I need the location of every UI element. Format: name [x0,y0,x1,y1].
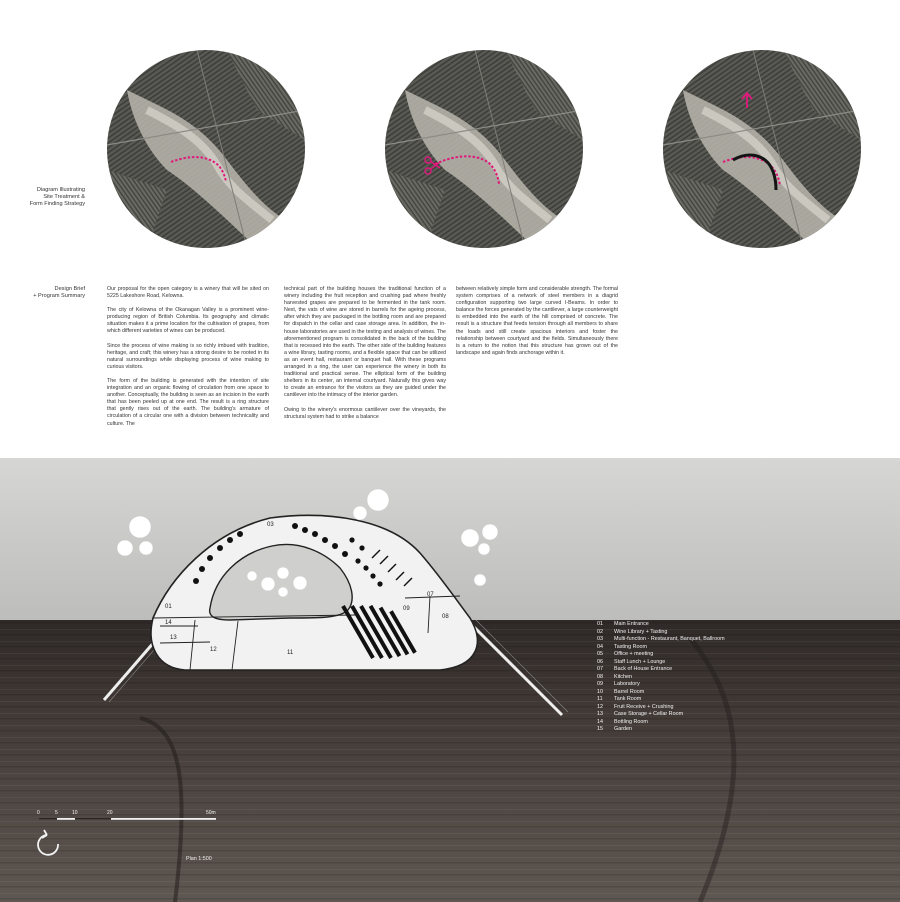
legend-item [597,621,725,629]
legend-label: Multi-function - Restaurant, Banquet, Ballroom [614,636,725,642]
legend-label: Laboratory [614,681,640,687]
legend-num: 12 [597,703,603,710]
brief-column-3 [456,286,618,364]
legend-item [597,659,725,667]
diagram-label-line: Form Finding Strategy [29,201,85,208]
room-number: 07 [427,592,434,598]
legend-label: Back of House Entrance [614,666,673,672]
brief-column-1 [107,286,269,435]
legend-item [597,711,725,719]
paragraph: between relatively simple form and considerable strength. The formal system comprises of a network of steel members in a diagrid configuration supporting two large curved I-Beams. In order to balance the forces generated by the cantilever, a large counterweight is embedded into the earth of the hill comprised of concrete. The result is a structure that feeds tension through all members to share the loads and still create spacious interiors and foster the relationship between courtyard and the fields. Simultaneously there is a return to the notion that this structure has grown out of the landscape and again finds anchorage within it. [456,286,618,356]
legend-item [597,629,725,637]
legend-num: 07 [597,666,603,672]
paragraph: technical part of the building houses the traditional function of a winery including the fruit reception and crushing pad where freshly harvested grapes are prepared to be fermented in the tank room. Next, the vats of wine are stored in barrels for the ageing process, after which they are packaged in the bottling room and are prepared for dispatch in the cellar and case storage area. In addition, the in-house laboratories are used in the testing and analysis of wines. The aforementioned program is consolidated in the back of the building that is recessed into the earth. The other side of the building features a wine library, tasting rooms, and a flexible space that can be utilized as an event hall, restaurant or banquet hall. With these programs arranged in a ring, the user can experience the winery in both its traditional and practical sense. The elliptical form of the building shelters in its center, an internal courtyard. Naturally this gives way to create an entrance for the visitors as they are guided under the cantilever into the intimacy of the interior garden. [284,286,446,399]
legend-item [597,681,725,689]
aerial-diagram-1 [107,50,305,248]
room-legend [597,621,725,734]
legend-label: Tasting Room [614,643,647,650]
scale-bar [39,818,216,820]
legend-label: Office + meeting [614,651,654,657]
legend-item [597,719,725,727]
room-number: 09 [403,606,410,612]
brief-side-label [0,286,85,300]
paragraph: Since the process of wine making is so richly imbued with tradition, heritage, and craft; this winery has a strong desire to be rooted in its natural surroundings while displaying process of wine making to curious visitors. [107,342,269,370]
legend-num: 10 [597,688,603,695]
legend-item [597,674,725,682]
aerial-photo-3 [663,50,861,248]
aerial-photo-2 [385,50,583,248]
room-number: 08 [442,614,449,620]
legend-item [597,651,725,659]
legend-label: Main Entrance [614,621,649,627]
scale-tick-20: 20 [107,810,113,816]
scale-tick-0: 0 [37,810,40,816]
legend-num: 06 [597,658,603,665]
legend-item [597,696,725,704]
legend-num: 09 [597,681,603,687]
legend-item [597,726,725,734]
scale-tick-50: 50m [206,810,216,816]
legend-label: Wine Library + Tasting [614,628,668,635]
legend-label: Barrel Room [614,688,645,695]
legend-num: 08 [597,673,603,680]
plan-drawing [0,458,900,902]
aerial-photo-1 [107,50,305,248]
legend-label: Fruit Receive + Crushing [614,703,674,710]
plan-scale-label: Plan 1:500 [186,856,212,862]
legend-item [597,636,725,644]
legend-num: 11 [597,696,603,702]
scale-tick-5: 5 [55,810,58,816]
legend-label: Garden [614,726,632,732]
room-number: 14 [165,620,172,626]
legend-item [597,666,725,674]
legend-label: Bottling Room [614,718,648,725]
legend-label: Kitchen [614,673,632,680]
aerial-diagram-2 [385,50,583,248]
legend-num: 03 [597,636,603,642]
legend-num: 15 [597,726,603,732]
legend-label: Case Storage + Cellar Room [614,711,684,717]
legend-num: 13 [597,711,603,717]
diagram-label-line: Site Treatment & [43,194,85,201]
scale-tick-10: 10 [72,810,78,816]
room-number: 13 [170,635,177,641]
legend-item [597,704,725,712]
room-number: 03 [267,522,274,528]
legend-item [597,644,725,652]
paragraph: The form of the building is generated with the intention of site integration and an organic flowing of circulation from one space to another. Conceptually, the building is seen as an incision in the earth that has been peeled up at one end. The result is a ring structure that gently rises out of the earth. The building's armature of circulation of a circular one with a division between technicality and culture. The [107,377,269,427]
paragraph: Owing to the winery's enormous cantilever over the vineyards, the structural system had to strike a balance [284,406,446,420]
diagram-label-line: Diagram Illustrating [36,187,85,193]
legend-item [597,689,725,697]
legend-num: 01 [597,621,603,627]
room-number: 01 [165,604,172,610]
paragraph: Our proposal for the open category is a winery that will be sited on 5225 Lakeshore Road, Kelowna. [107,286,269,300]
legend-label: Staff Lunch + Lounge [614,658,666,665]
legend-num: 02 [597,628,603,635]
room-number: 12 [210,647,217,653]
diagram-side-label [0,187,85,209]
legend-num: 04 [597,643,603,650]
aerial-diagram-3 [663,50,861,248]
legend-num: 14 [597,718,603,725]
legend-num: 05 [597,651,603,657]
brief-column-2 [284,286,446,428]
brief-label-line: + Program Summary [33,293,85,300]
site-plan [0,458,900,902]
legend-label: Tank Room [614,696,642,702]
paragraph: The city of Kelowna of the Okanagan Valley is a prominent wine-producing region of British Columbia. Its geography and climatic situation makes it a prime location for the cultivation of grapes, from which different varieties of wines can be produced. [107,307,269,335]
brief-label-line: Design Brief [54,286,85,292]
room-number: 11 [287,650,294,656]
